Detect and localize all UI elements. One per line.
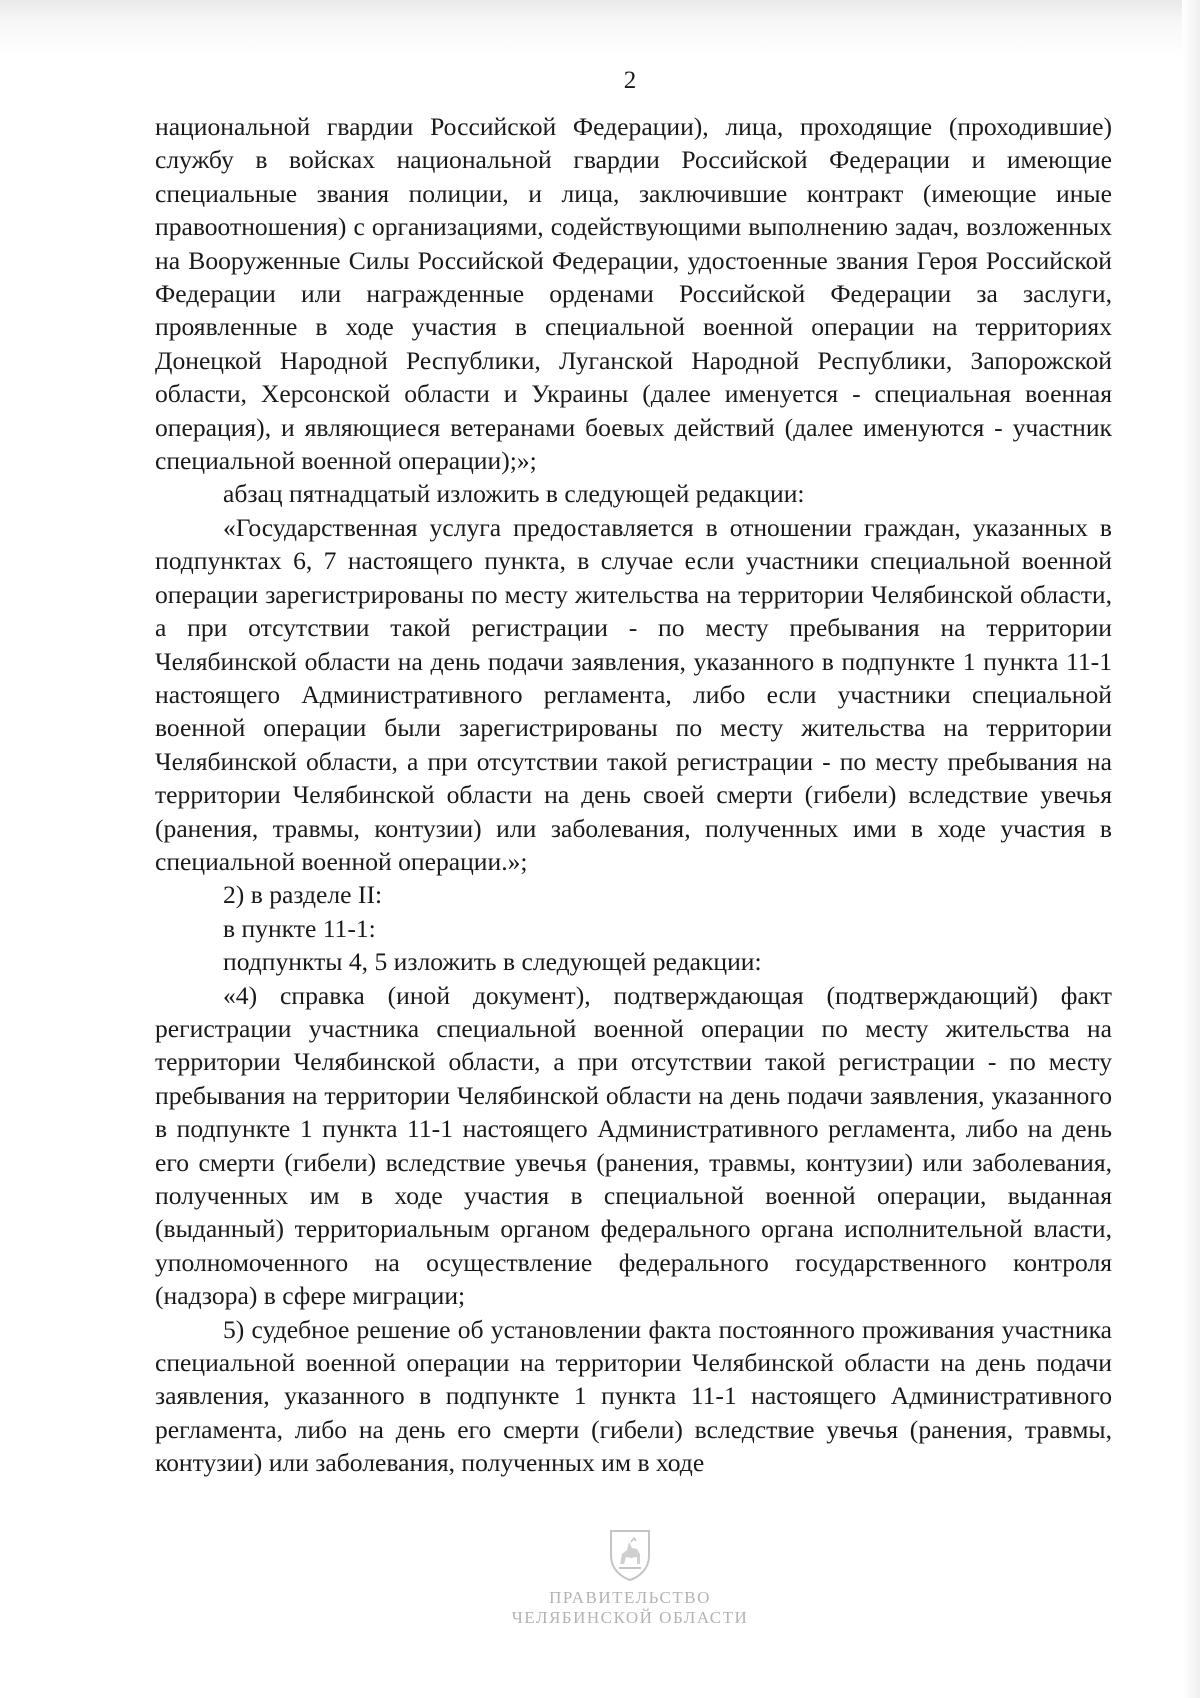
paragraph-quoted-rule: «Государственная услуга предоставляется в отношении граждан, указанных в подпунктах 6, 7 настоящего пункта, в случае если участники специальной военной операции зарегистрированы по месту жительства на территории Челябинской области, а при отсутствии такой регистрации - по месту пребывания на территории Челябинской области на день подачи заявления, указанного в подпункте 1 пункта 11-1 настоящего Административного регламента, либо если участники специальной военной операции были зарегистрированы по месту жительства на территории Челябинской области, а при отсутствии такой регистрации - по месту пребывания на территории Челябинской области на день своей смерти (гибели) вследствие увечья (ранения, травмы, контузии) или заболевания, полученных ими в ходе участия в специальной военной операции.»;: [155, 512, 1112, 876]
watermark-line-2: ЧЕЛЯБИНСКОЙ ОБЛАСТИ: [511, 1608, 749, 1627]
paragraph-point-ref: в пункте 11-1:: [223, 913, 376, 943]
paragraph-subpoint-5: 5) судебное решение об установлении факта постоянного проживания участника специальной военной операции на территории Челябинской области на день подачи заявления, указанного в подпункте 1 пункта 11-1 настоящего Административного регламента, либо на день его смерти (гибели) вследствие увечья (ранения, травмы, контузии) или заболевания, полученных им в ходе: [155, 1314, 1112, 1478]
chelyabinsk-crest-icon: [607, 1528, 653, 1582]
paragraph-section-ref: 2) в разделе II:: [223, 880, 383, 910]
document-body: [155, 110, 1112, 1480]
paragraph-instruction: абзац пятнадцатый изложить в следующей редакции:: [223, 479, 805, 509]
paragraph-subpoints-instruction: подпункты 4, 5 изложить в следующей редакции:: [223, 947, 762, 977]
government-watermark: [470, 1528, 790, 1628]
watermark-line-1: ПРАВИТЕЛЬСТВО: [549, 1588, 711, 1607]
scan-shadow-top: [0, 0, 1200, 58]
scan-shadow-right: [1182, 0, 1200, 1698]
paragraph-subpoint-4: «4) справка (иной документ), подтверждающая (подтверждающий) факт регистрации участника специальной военной операции по месту жительства на территории Челябинской области, а при отсутствии такой регистрации - по месту пребывания на территории Челябинской области на день подачи заявления, указанного в подпункте 1 пункта 11-1 настоящего Административного регламента, либо на день его смерти (гибели) вследствие увечья (ранения, травмы, контузии) или заболевания, полученных им в ходе участия в специальной военной операции, выданная (выданный) территориальным органом федерального органа исполнительной власти, уполномоченного на осуществление федерального государственного контроля (надзора) в сфере миграции;: [155, 980, 1112, 1311]
page-number: 2: [623, 67, 637, 94]
paragraph-continuation: национальной гвардии Российской Федерации), лица, проходящие (проходившие) службу в войсках национальной гвардии Российской Федерации и имеющие специальные звания полиции, и лица, заключившие контракт (имеющие иные правоотношения) с организациями, содействующими выполнению задач, возложенных на Вооруженные Силы Российской Федерации, удостоенные звания Героя Российской Федерации или награжденные орденами Российской Федерации за заслуги, проявленные в ходе участия в специальной военной операции на территориях Донецкой Народной Республики, Луганской Народной Республики, Запорожской области, Херсонской области и Украины (далее именуется - специальная военная операция), и являющиеся ветеранами боевых действий (далее именуются - участник специальной военной операции);»;: [155, 112, 1112, 476]
